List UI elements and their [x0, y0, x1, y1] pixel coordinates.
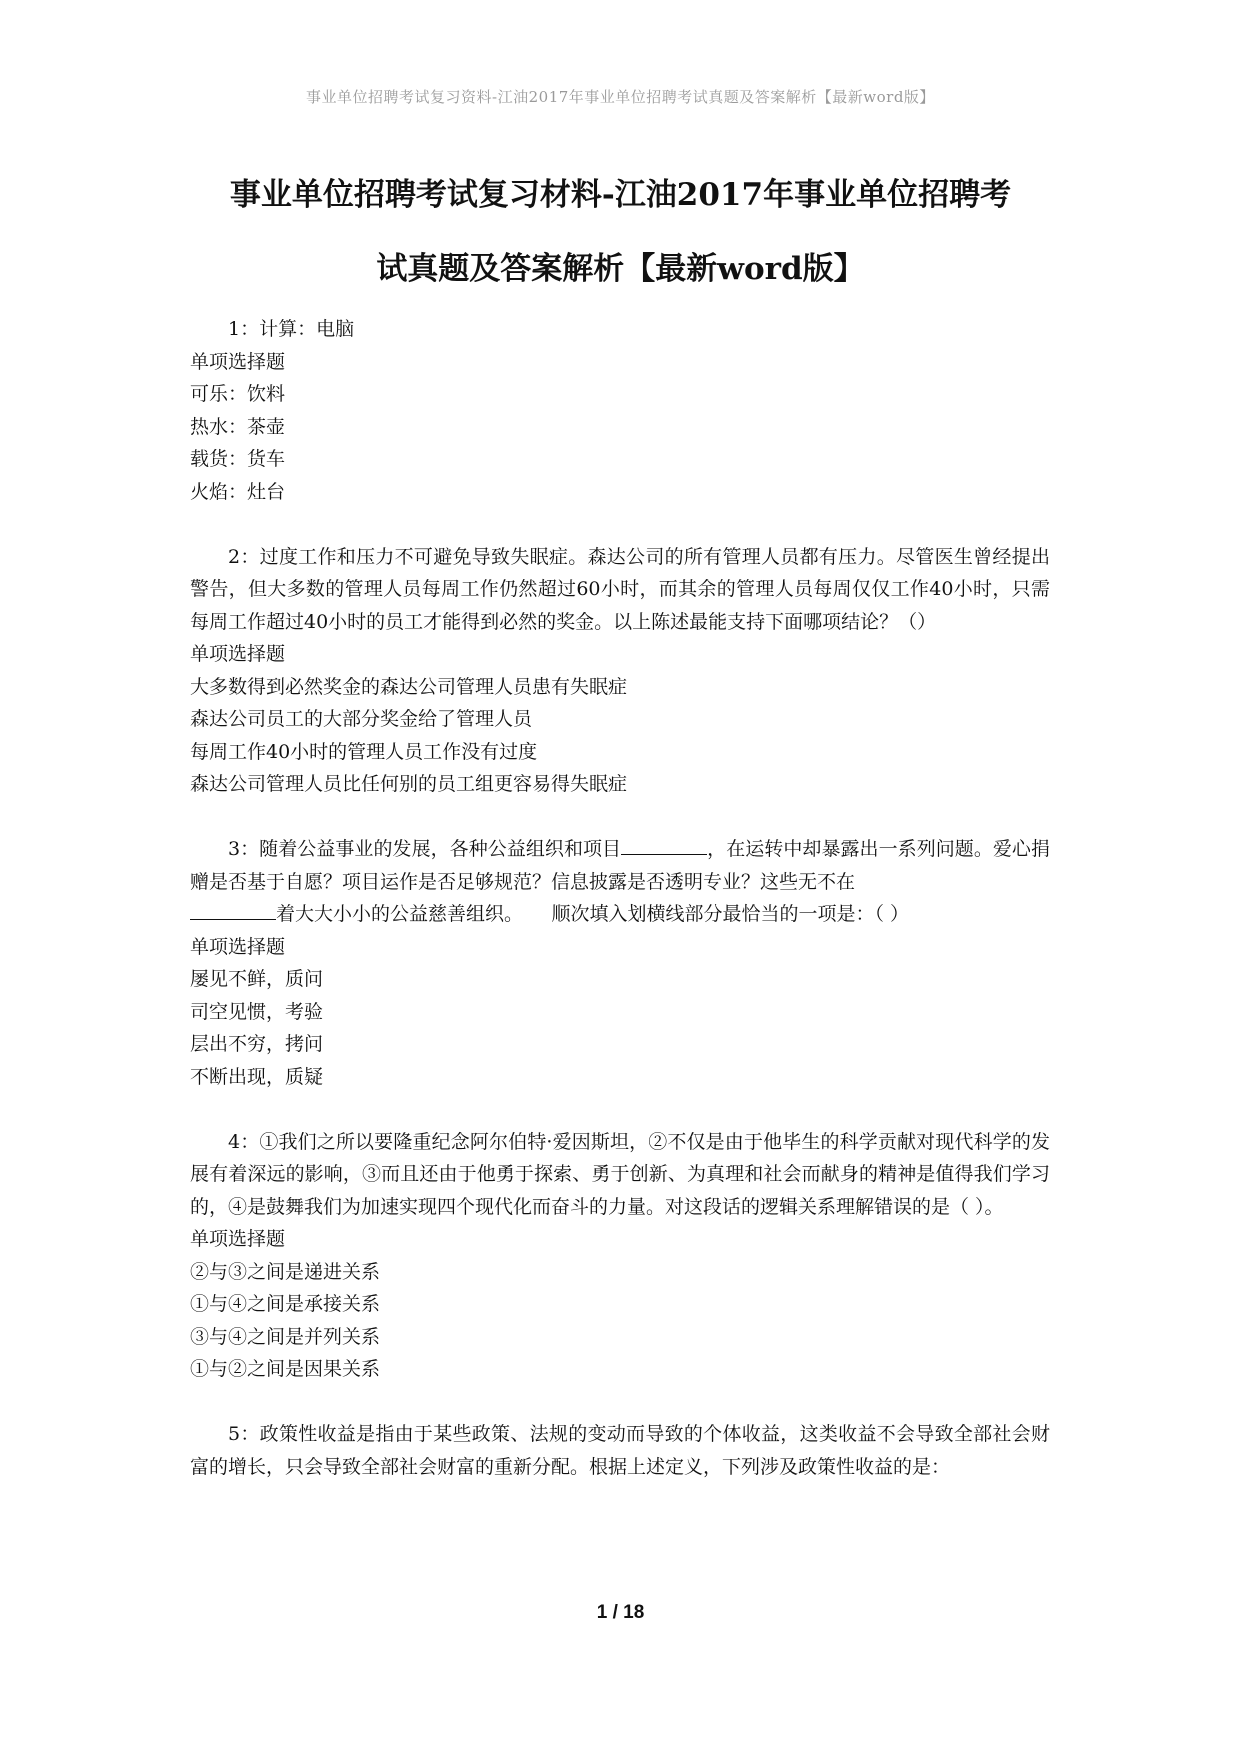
option: 司空见惯，考验 [190, 1000, 324, 1023]
option: 大多数得到必然奖金的森达公司管理人员患有失眠症 [190, 675, 628, 698]
question-4 [190, 1126, 1050, 1386]
option: 热水：茶壶 [190, 415, 286, 438]
fill-blank [190, 899, 276, 920]
title-line-1: 事业单位招聘考试复习材料-江油2017年事业单位招聘考 [229, 177, 1012, 213]
document-title [150, 158, 1091, 306]
question-stem: 1：计算：电脑 [228, 318, 355, 340]
question-5 [190, 1418, 1050, 1483]
option: 每周工作40小时的管理人员工作没有过度 [190, 740, 538, 763]
option: ①与②之间是因果关系 [190, 1358, 381, 1380]
option: 不断出现，质疑 [190, 1065, 324, 1088]
running-header: 事业单位招聘考试复习资料-江油2017年事业单位招聘考试真题及答案解析【最新word版】 [306, 88, 935, 106]
question-2 [190, 541, 1050, 801]
stem-part: 着大大小小的公益慈善组织。 顺次填入划横线部分最恰当的一项是：（ ） [276, 903, 910, 925]
stem-part: 3：随着公益事业的发展，各种公益组织和项目 [228, 838, 622, 860]
question-3 [190, 833, 1050, 1093]
question-type: 单项选择题 [190, 935, 286, 958]
option: 层出不穷，拷问 [190, 1033, 324, 1055]
option: ②与③之间是递进关系 [190, 1260, 381, 1283]
document-body [190, 313, 1050, 1516]
option: ③与④之间是并列关系 [190, 1325, 381, 1348]
fill-blank [621, 834, 707, 855]
question-1 [190, 313, 1050, 508]
question-stem: 4：①我们之所以要隆重纪念阿尔伯特·爱因斯坦，②不仅是由于他毕生的科学贡献对现代科学的发展有着深远的影响，③而且还由于他勇于探索、勇于创新、为真理和社会而献身的精神是值得我们学习的，④是鼓舞我们为加速实现四个现代化而奋斗的力量。对这段话的逻辑关系理解错误的是（ ）。 [190, 1130, 1050, 1218]
question-type: 单项选择题 [190, 350, 286, 373]
option: 火焰：灶台 [190, 480, 286, 503]
question-stem [190, 833, 1050, 931]
option: ①与④之间是承接关系 [190, 1293, 381, 1315]
option: 森达公司管理人员比任何别的员工组更容易得失眠症 [190, 773, 628, 795]
option: 森达公司员工的大部分奖金给了管理人员 [190, 708, 533, 730]
option: 载货：货车 [190, 448, 286, 470]
question-stem: 5：政策性收益是指由于某些政策、法规的变动而导致的个体收益，这类收益不会导致全部社会财富的增长，只会导致全部社会财富的重新分配。根据上述定义，下列涉及政策性收益的是： [190, 1423, 1050, 1478]
title-line-2: 试真题及答案解析【最新word版】 [376, 251, 865, 287]
stem-part: ，在运转中却暴露出一系列问题。爱心捐赠是否基于自愿？项目运作是否足够规范？信息披露是否透明专业？这些无不在 [190, 838, 1050, 893]
question-type: 单项选择题 [190, 1228, 286, 1250]
option: 屡见不鲜，质问 [190, 968, 324, 990]
question-stem: 2：过度工作和压力不可避免导致失眠症。森达公司的所有管理人员都有压力。尽管医生曾经提出警告，但大多数的管理人员每周工作仍然超过60小时，而其余的管理人员每周仅仅工作40小时，只需每周工作超过40小时的员工才能得到必然的奖金。以上陈述最能支持下面哪项结论？（） [190, 545, 1050, 633]
question-type: 单项选择题 [190, 643, 286, 665]
option: 可乐：饮料 [190, 383, 286, 405]
page-number: 1 / 18 [596, 1602, 645, 1623]
